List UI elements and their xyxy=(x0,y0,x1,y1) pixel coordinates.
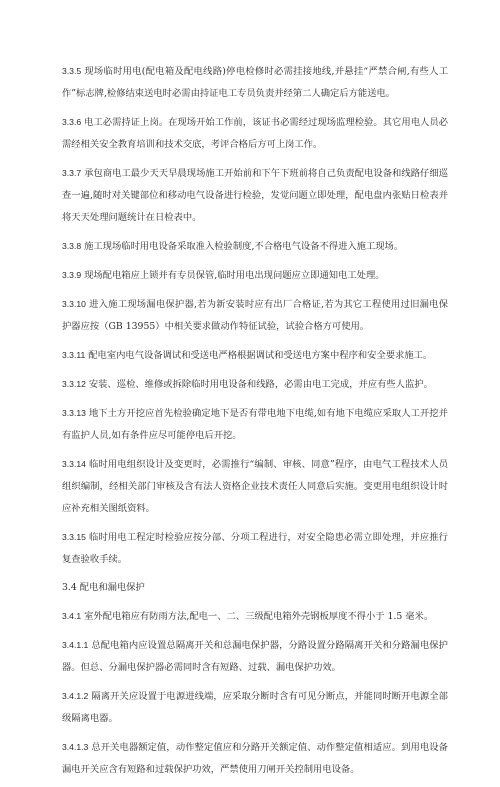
clause-text: 现场临时用电(配电箱及配电线路)停电检修时必需挂接地线,并悬挂“严禁合闸,有些人工作”标志牌,检修结束送电时必需由持证电工专员负责并经第二人确定后方能送电。 xyxy=(62,66,448,99)
clause-number: 3.3.14 xyxy=(62,459,86,469)
clause-number: 3.3.9 xyxy=(62,270,82,280)
clause-text: 室外配电箱应有防雨方法,配电一、二、三级配电箱外壳钢板厚度不得小于 1.5 毫米。 xyxy=(84,611,434,622)
clause-number: 3.3.8 xyxy=(62,241,82,251)
clause-3-3-13 xyxy=(62,402,448,447)
clause-3-3-5 xyxy=(62,60,448,105)
clause-3-4-1 xyxy=(62,605,448,628)
clause-text: 总开关电器额定值，动作整定值应和分路开关额定值、动作整定值相适应。到用电设备漏电开关应含有短路和过载保护功效，严禁使用刀闸开关控制用电设备。 xyxy=(62,742,448,775)
clause-text: 电工必需持证上岗。在现场开始工作前，该证书必需经过现场监理检验。其它用电人员必需经相关安全教育培训和技术交底，考评合格后方可上岗工作。 xyxy=(62,117,448,150)
clause-number: 3.3.5 xyxy=(62,66,82,76)
clause-number: 3.3.15 xyxy=(62,532,86,542)
clause-3-4-1-1 xyxy=(62,634,448,679)
clause-text: 安装、巡检、维修或拆除临时用电设备和线路，必需由电工完成，并应有些人监护。 xyxy=(88,379,433,390)
clause-number: 3.4.1 xyxy=(62,611,82,621)
clause-3-4-1-2 xyxy=(62,685,448,730)
clause-3-3-14 xyxy=(62,453,448,520)
clause-number: 3.4.1.2 xyxy=(62,691,89,701)
clause-text: 承包商电工最少天天早晨现场施工开始前和下午下班前将自己负责配电设备和线路仔细巡查一遍,随时对关键部位和移动电气设备进行检验，发觉问题立即处理，配电盘内张贴日检表并将天天处理问题统计在日检表中。 xyxy=(62,168,448,223)
section-heading: 3.4 配电和漏电保护 xyxy=(62,582,145,593)
document-page xyxy=(62,60,448,787)
clause-text: 隔离开关应设置于电源进线端，应采取分断时含有可见分断点，并能同时断开电源全部级隔离电器。 xyxy=(62,691,448,724)
clause-3-3-11 xyxy=(62,344,448,367)
clause-3-3-6 xyxy=(62,111,448,156)
clause-number: 3.3.6 xyxy=(62,117,82,127)
clause-number: 3.3.7 xyxy=(62,168,82,178)
clause-3-3-7 xyxy=(62,162,448,229)
clause-text: 临时用电工程定时检验应按分部、分项工程进行，对安全隐患必需立即处理，并应推行复查验收手续。 xyxy=(62,532,448,565)
clause-3-3-8 xyxy=(62,235,448,258)
clause-text: 进入施工现场漏电保护器,若为新安装时应有出厂合格证,若为其它工程使用过旧漏电保护器应按（GB 13955）中相关要求做动作特征试验，试验合格方可使用。 xyxy=(62,299,448,332)
clause-text: 施工现场临时用电设备采取准入检验制度,不合格电气设备不得进入施工现场。 xyxy=(84,241,404,252)
clause-3-3-15 xyxy=(62,526,448,571)
clause-number: 3.4.1.1 xyxy=(62,640,89,650)
clause-number: 3.3.13 xyxy=(62,408,86,418)
clause-3-4-1-3 xyxy=(62,736,448,781)
clause-3-3-12 xyxy=(62,373,448,396)
clause-number: 3.3.12 xyxy=(62,379,86,389)
clause-text: 临时用电组织设计及变更时，必需推行“编制、审核、同意”程序，由电气工程技术人员组织编制，经相关部门审核及含有法人资格企业技术责任人同意后实施。变更用电组织设计时应补充相关图纸资料。 xyxy=(62,459,448,514)
clause-text: 地下土方开挖应首先检验确定地下是否有带电地下电缆,如有地下电缆应采取人工开挖并有监护人员,如有条件应尽可能停电后开挖。 xyxy=(62,408,448,441)
clause-3-3-9 xyxy=(62,264,448,287)
clause-number: 3.4.1.3 xyxy=(62,742,89,752)
clause-number: 3.3.11 xyxy=(62,350,86,360)
clause-text: 配电室内电气设备调试和受送电严格根据调试和受送电方案中程序和安全要求施工。 xyxy=(88,350,433,361)
clause-text: 现场配电箱应上锁并有专员保管,临时用电出现问题应立即通知电工处理。 xyxy=(84,270,385,281)
clause-text: 总配电箱内应设置总隔离开关和总漏电保护器，分路设置分路隔离开关和分路漏电保护器。但总、分漏电保护器必需同时含有短路、过载、漏电保护功效。 xyxy=(62,640,448,673)
clause-number: 3.3.10 xyxy=(62,299,86,309)
clause-3-3-10 xyxy=(62,293,448,338)
